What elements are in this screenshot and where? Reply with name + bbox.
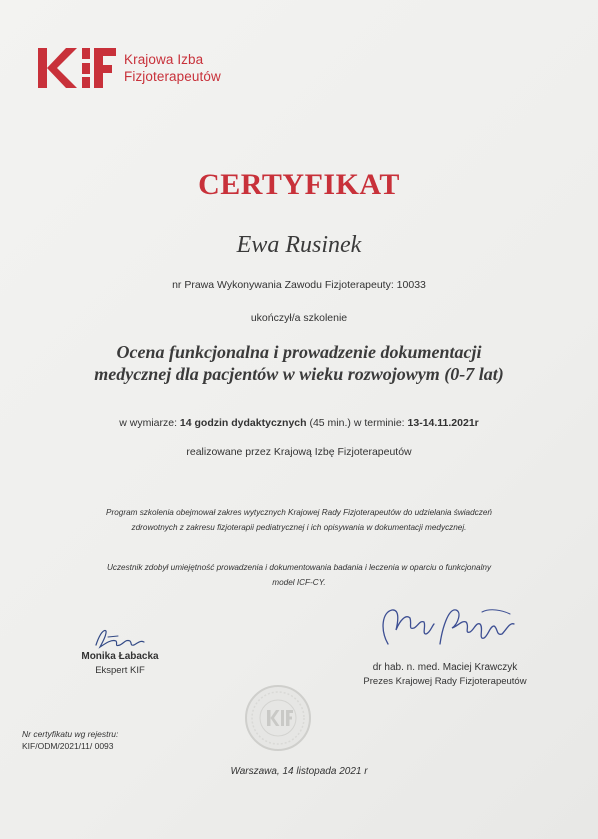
scope-dates: 13-14.11.2021r <box>407 417 479 429</box>
official-seal-icon <box>243 683 313 753</box>
registry-label: Nr certyfikatu wg rejestru: <box>22 729 119 739</box>
program-description <box>50 505 548 535</box>
skill-line-2: model ICF-CY. <box>272 578 326 587</box>
registry-number: KIF/ODM/2021/11/ 0093 <box>22 741 114 751</box>
signature-block-left <box>60 625 180 676</box>
signatory-left-role: Ekspert KIF <box>95 665 145 676</box>
logo-line-2: Fizjoterapeutów <box>124 69 221 84</box>
skill-description <box>50 560 548 590</box>
signatory-right-role: Prezes Krajowej Rady Fizjoterapeutów <box>363 676 527 687</box>
scope-minutes: (45 min.) <box>309 417 351 429</box>
handwritten-signature-left <box>90 625 150 651</box>
course-scope <box>0 417 598 429</box>
kif-logo <box>36 44 221 92</box>
signatory-right-name: dr hab. n. med. Maciej Krawczyk <box>372 662 518 673</box>
course-title <box>40 341 558 385</box>
license-number: nr Prawa Wykonywania Zawodu Fizjoterapeuty: 10033 <box>172 279 426 291</box>
signature-block-right <box>330 600 560 687</box>
course-title-line-1: Ocena funkcjonalna i prowadzenie dokumentacji <box>116 342 482 362</box>
completed-text: ukończył/a szkolenie <box>250 312 348 324</box>
scope-term-label: w terminie: <box>353 417 405 429</box>
course-title-line-2: medycznej dla pacjentów w wieku rozwojowym (0-7 lat) <box>94 364 504 384</box>
scope-prefix: w wymiarze: <box>119 417 177 429</box>
logo-line-1: Krajowa Izba <box>124 52 204 67</box>
registry-info <box>22 728 118 752</box>
program-line-2: zdrowotnych z zakresu fizjoterapii pediatrycznej i ich opisywania w dokumentacji medycznej. <box>131 523 467 532</box>
scope-hours: 14 godzin dydaktycznych <box>179 417 307 429</box>
place-and-date: Warszawa, 14 listopada 2021 r <box>230 766 368 777</box>
skill-line-1: Uczestnik zdobył umiejętność prowadzenia i dokumentowania badania i leczenia w oparciu o funkcjonalny <box>106 563 492 572</box>
program-line-1: Program szkolenia obejmował zakres wytycznych Krajowej Rady Fizjoterapeutów do udzielania świadczeń <box>106 508 492 517</box>
kif-logo-mark-icon <box>36 44 118 92</box>
logo-text <box>124 51 221 85</box>
certificate-title: CERTYFIKAT <box>198 168 400 201</box>
signatory-left-name: Monika Łabacka <box>81 651 159 662</box>
recipient-name: Ewa Rusinek <box>236 232 362 258</box>
handwritten-signature-right <box>370 600 520 652</box>
organizer-text: realizowane przez Krajową Izbę Fizjoterapeutów <box>186 446 412 458</box>
